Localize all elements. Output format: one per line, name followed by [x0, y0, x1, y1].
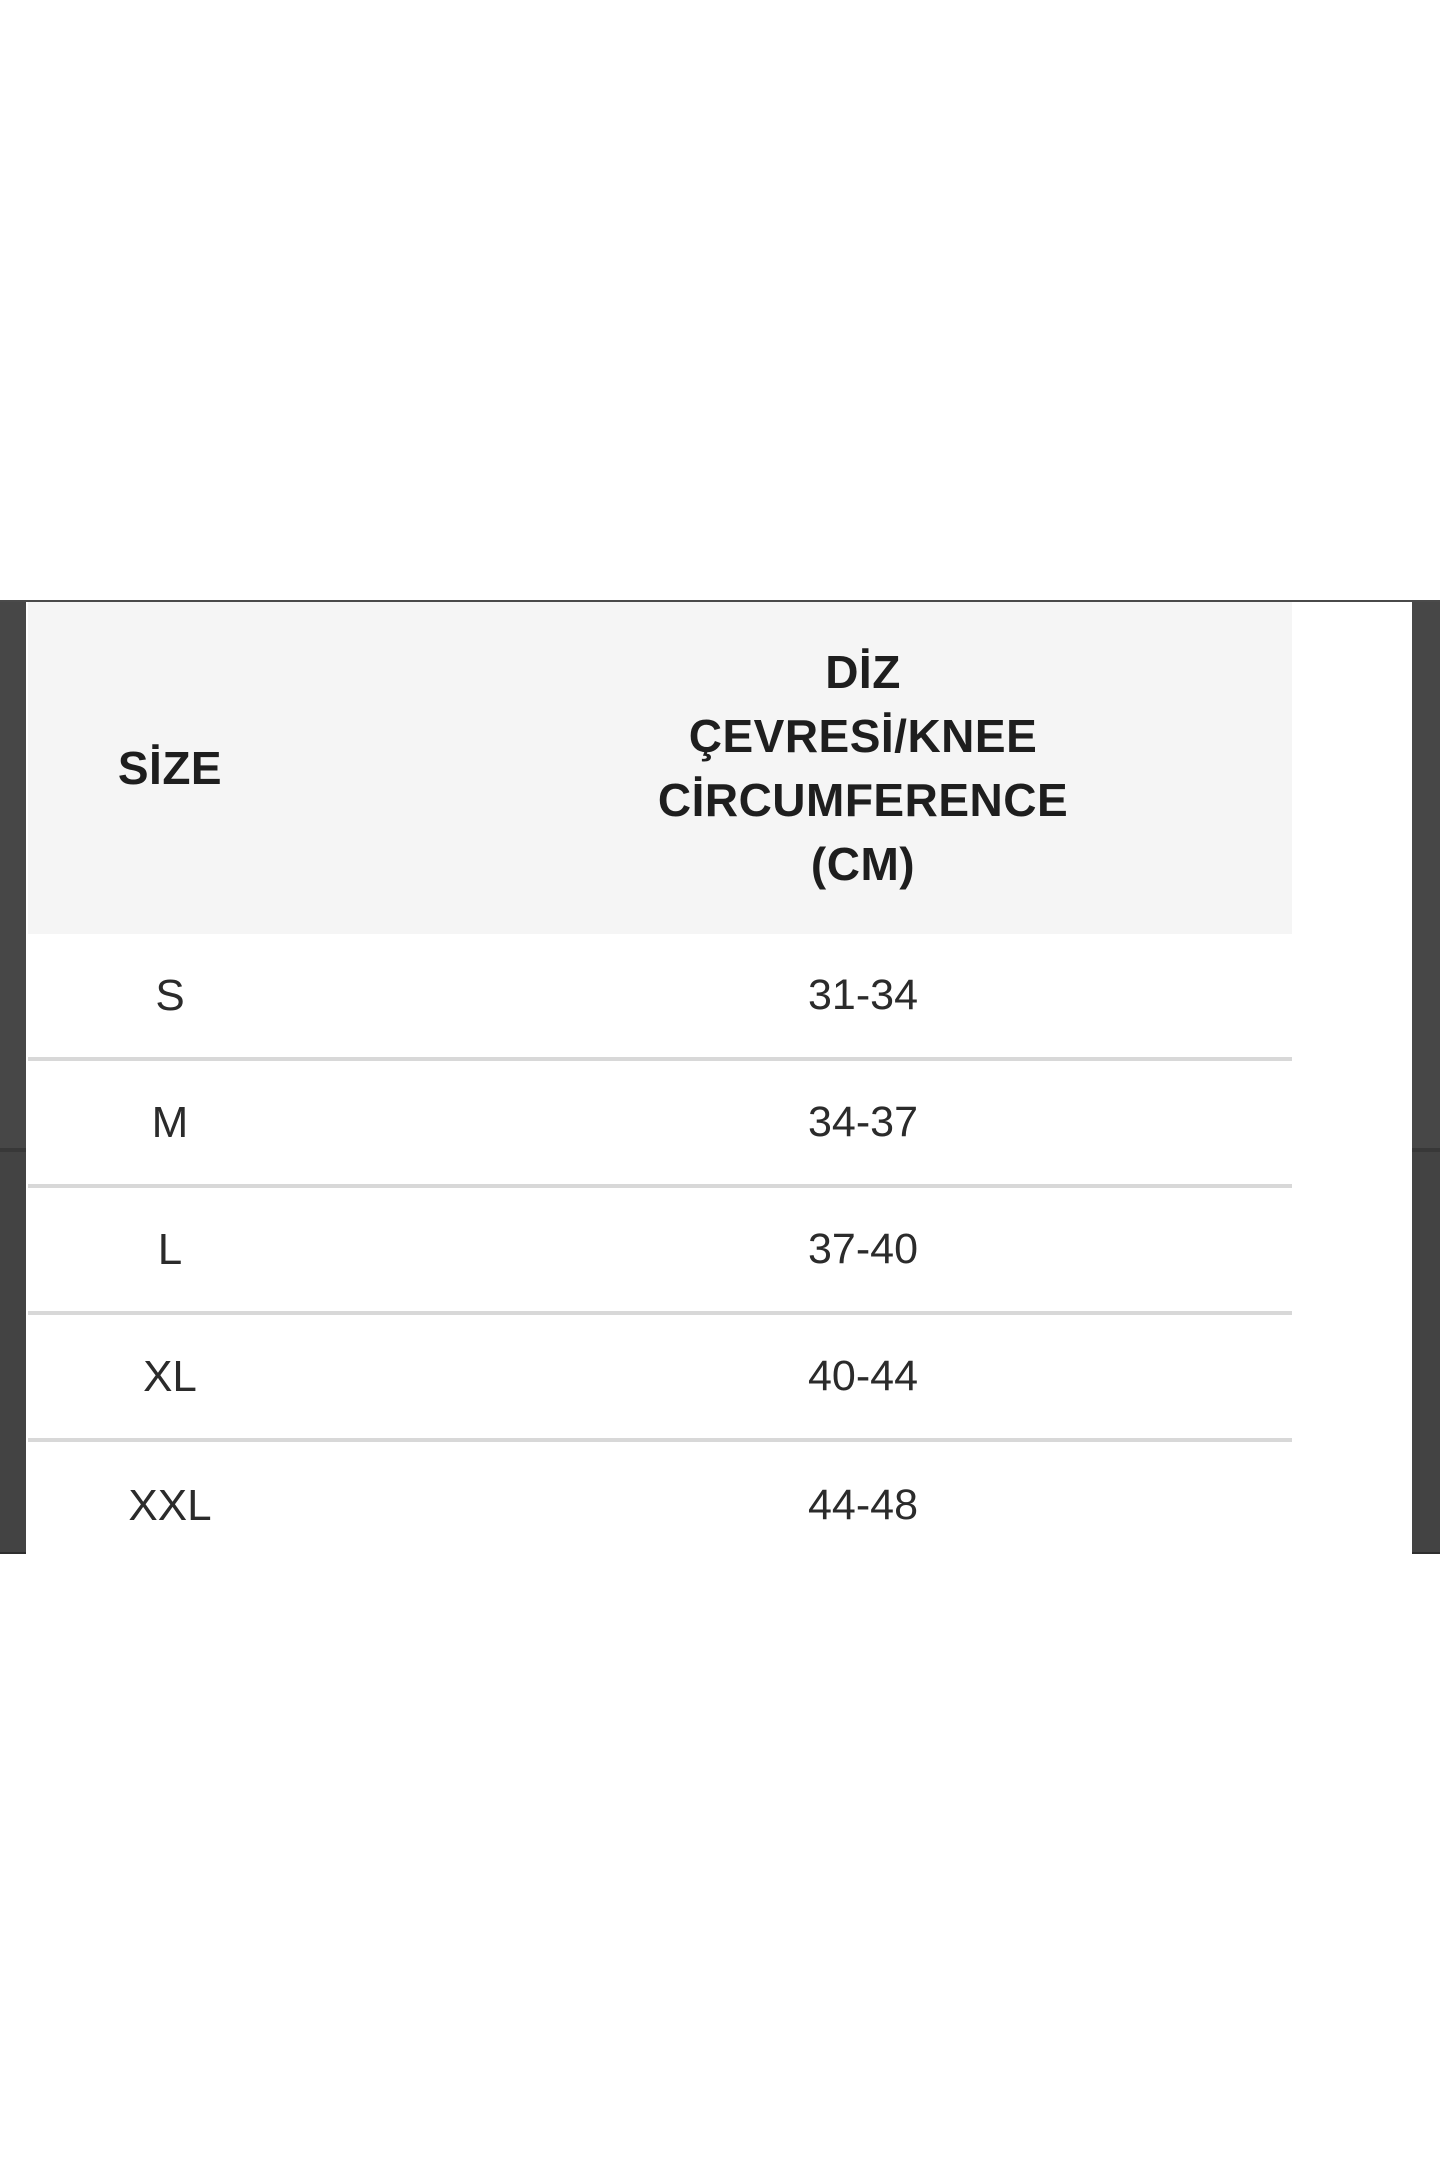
knee-circumference-cell: 31-34: [808, 971, 918, 1019]
knee-circumference-header-line: CİRCUMFERENCE: [657, 774, 1069, 826]
size-chart-body: [28, 934, 1292, 1569]
size-chart-table: [28, 602, 1292, 1569]
size-cell: L: [157, 1224, 183, 1274]
size-cell: M: [151, 1097, 189, 1147]
knee-circumference-header-line: (CM): [810, 838, 916, 890]
size-cell: XL: [143, 1351, 197, 1401]
size-column-header: SİZE: [117, 742, 223, 794]
knee-circumference-cell: 44-48: [808, 1481, 918, 1529]
knee-circumference-cell: 40-44: [808, 1352, 918, 1400]
knee-circumference-header-line: DİZ: [825, 646, 901, 698]
table-row-l: [28, 1188, 1292, 1315]
table-row-s: [28, 934, 1292, 1061]
table-row-xxl: [28, 1442, 1292, 1569]
left-overlay-bar: [0, 602, 26, 1554]
size-chart-header-row: [28, 602, 1292, 934]
table-row-m: [28, 1061, 1292, 1188]
knee-circumference-column-header: [312, 602, 1292, 934]
knee-circumference-cell: 37-40: [808, 1225, 918, 1273]
size-cell: XXL: [128, 1480, 212, 1530]
table-row-xl: [28, 1315, 1292, 1442]
right-overlay-bar: [1412, 602, 1440, 1554]
size-cell: S: [155, 970, 185, 1020]
knee-circumference-header-line: ÇEVRESİ/KNEE: [688, 710, 1038, 762]
knee-circumference-cell: 34-37: [808, 1098, 918, 1146]
